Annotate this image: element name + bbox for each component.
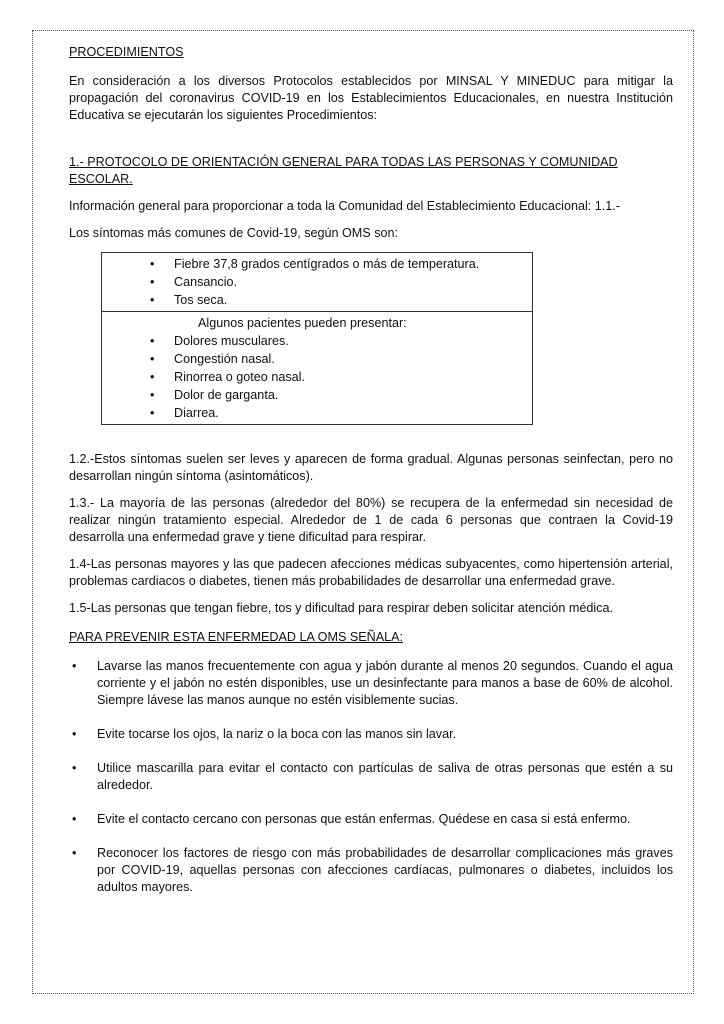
page-title: PROCEDIMIENTOS: [69, 45, 184, 59]
other-symptoms-list: [102, 332, 532, 422]
bullet-icon: •: [72, 846, 77, 860]
prevention-list: [69, 658, 673, 896]
list-item: • Fiebre 37,8 grados centígrados o más de temperatura.: [174, 255, 532, 273]
prevent-heading: PARA PREVENIR ESTA ENFERMEDAD LA OMS SEÑALA:: [69, 630, 404, 644]
list-item: [69, 811, 673, 828]
list-item: • Rinorrea o goteo nasal.: [174, 368, 532, 386]
list-item: • Diarrea.: [174, 404, 532, 422]
other-symptoms-label: Algunos pacientes pueden presentar:: [198, 316, 407, 330]
list-item: • Congestión nasal.: [174, 350, 532, 368]
section1-heading: 1.- PROTOCOLO DE ORIENTACIÓN GENERAL PARA TODAS LAS PERSONAS Y COMUNIDAD ESCOLAR.: [69, 155, 618, 186]
list-item-text: Lavarse las manos frecuentemente con agua y jabón durante al menos 20 segundos. Cuando el agua corriente y el jabón no estén disponibles, use un desinfectante para manos a base de 60% de alcohol. Siempre lávese las manos aunque no estén visiblemente sucias.: [97, 659, 673, 707]
list-item-text: Reconocer los factores de riesgo con más probabilidades de desarrollar complicaciones más graves por COVID-19, aquellas personas con afecciones cardíacas, pulmonares o diabetes, incluidos los adultos mayores.: [97, 846, 673, 894]
bullet-icon: •: [72, 812, 77, 826]
symptoms-intro: Los síntomas más comunes de Covid-19, según OMS son:: [69, 226, 398, 240]
list-item: [69, 760, 673, 794]
intro-paragraph: En consideración a los diversos Protocolos establecidos por MINSAL Y MINEDUC para mitigar la propagación del coronavirus COVID-19 en los Establecimientos Educacionales, en nuestra Institución Educativa se ejecutarán los siguientes Procedimientos:: [69, 74, 673, 122]
list-item: [69, 845, 673, 896]
bullet-icon: •: [72, 659, 77, 673]
paragraph-1-5: 1.5-Las personas que tengan fiebre, tos y dificultad para respirar deben solicitar atención médica.: [69, 601, 613, 615]
common-symptoms-cell: [102, 253, 533, 312]
bullet-icon: •: [72, 761, 77, 775]
paragraph-1-2: 1.2.-Estos síntomas suelen ser leves y aparecen de forma gradual. Algunas personas seinfectan, pero no desarrollan ningún síntoma (asintomáticos).: [69, 452, 673, 483]
list-item: • Tos seca.: [174, 291, 532, 309]
symptoms-table: [101, 252, 533, 425]
bullet-icon: •: [72, 727, 77, 741]
list-item: • Dolor de garganta.: [174, 386, 532, 404]
document-body: [69, 44, 673, 896]
list-item: [69, 658, 673, 709]
paragraph-1-3: 1.3.- La mayoría de las personas (alrededor del 80%) se recupera de la enfermedad sin necesidad de realizar ningún tratamiento especial. Alrededor de 1 de cada 6 personas que contraen la Covid-19 desarrolla una enfermedad grave y tiene dificultad para respirar.: [69, 496, 673, 544]
list-item-text: Evite el contacto cercano con personas que están enfermas. Quédese en casa si está enfermo.: [97, 812, 631, 826]
list-item: • Dolores musculares.: [174, 332, 532, 350]
list-item-text: Evite tocarse los ojos, la nariz o la boca con las manos sin lavar.: [97, 727, 457, 741]
list-item-text: Utilice mascarilla para evitar el contacto con partículas de saliva de otras personas que estén a su alrededor.: [97, 761, 673, 792]
list-item: • Cansancio.: [174, 273, 532, 291]
common-symptoms-list: [102, 255, 532, 309]
other-symptoms-cell: [102, 312, 533, 425]
info-line: Información general para proporcionar a toda la Comunidad del Establecimiento Educacional: 1.1.-: [69, 199, 620, 213]
list-item: [69, 726, 673, 743]
paragraph-1-4: 1.4-Las personas mayores y las que padecen afecciones médicas subyacentes, como hipertensión arterial, problemas cardiacos o diabetes, tienen más probabilidades de desarrollar una enfermedad grave.: [69, 557, 673, 588]
